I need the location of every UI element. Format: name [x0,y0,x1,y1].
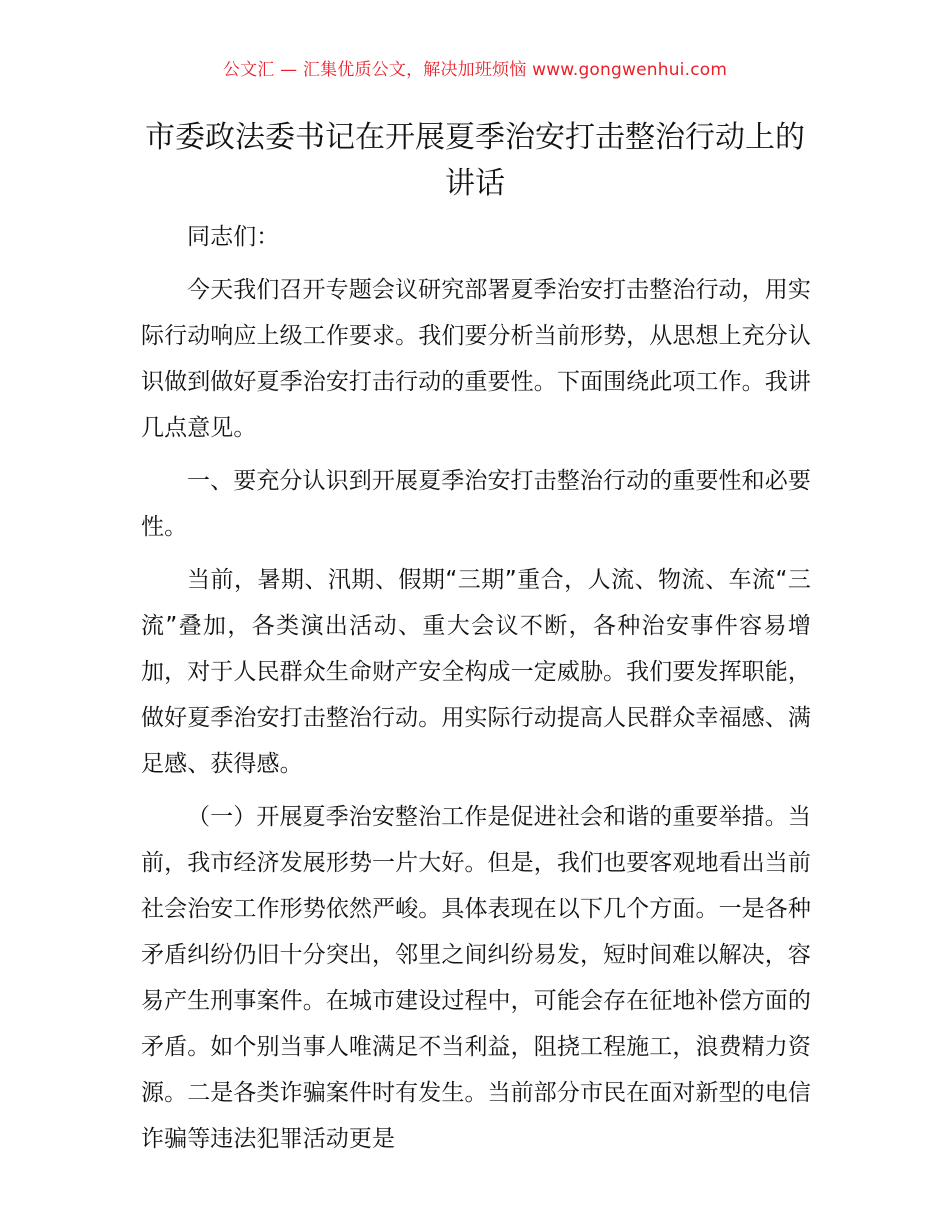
salutation: 同志们： [187,224,280,250]
body-paragraph: 当前，暑期、汛期、假期“三期”重合，人流、物流、车流“三流”叠加，各类演出活动、重大会议不断，各种治安事件容易增加，对于人民群众生命财产安全构成一定威胁。我们要发挥职能，做好夏季治安打击整治行动。用实际行动提高人民群众幸福感、满足感、获得感。 [141,567,811,777]
header-text: 公文汇 — 汇集优质公文，解决加班烦恼 www.gongwenhui.com [222,60,728,80]
site-watermark-header [0,56,950,84]
document-title: 市委政法委书记在开展夏季治安打击整治行动上的讲话 [145,120,805,201]
intro-paragraph: 今天我们召开专题会议研究部署夏季治安打击整治行动，用实际行动响应上级工作要求。我们要分析当前形势，从思想上充分认识做到做好夏季治安打击行动的重要性。下面围绕此项工作。我讲几点意见。 [141,277,811,441]
section-heading-1: 一、要充分认识到开展夏季治安打击整治行动的重要性和必要性。 [141,468,811,540]
subsection-paragraph-1: （一）开展夏季治安整治工作是促进社会和谐的重要举措。当前，我市经济发展形势一片大好。但是，我们也要客观地看出当前社会治安工作形势依然严峻。具体表现在以下几个方面。一是各种矛盾纠纷仍旧十分突出，邻里之间纠纷易发，短时间难以解决，容易产生刑事案件。在城市建设过程中，可能会存在征地补偿方面的矛盾。如个别当事人唯满足不当利益，阻挠工程施工，浪费精力资源。二是各类诈骗案件时有发生。当前部分市民在面对新型的电信诈骗等违法犯罪活动更是 [141,804,811,1152]
document-body [141,214,811,1162]
